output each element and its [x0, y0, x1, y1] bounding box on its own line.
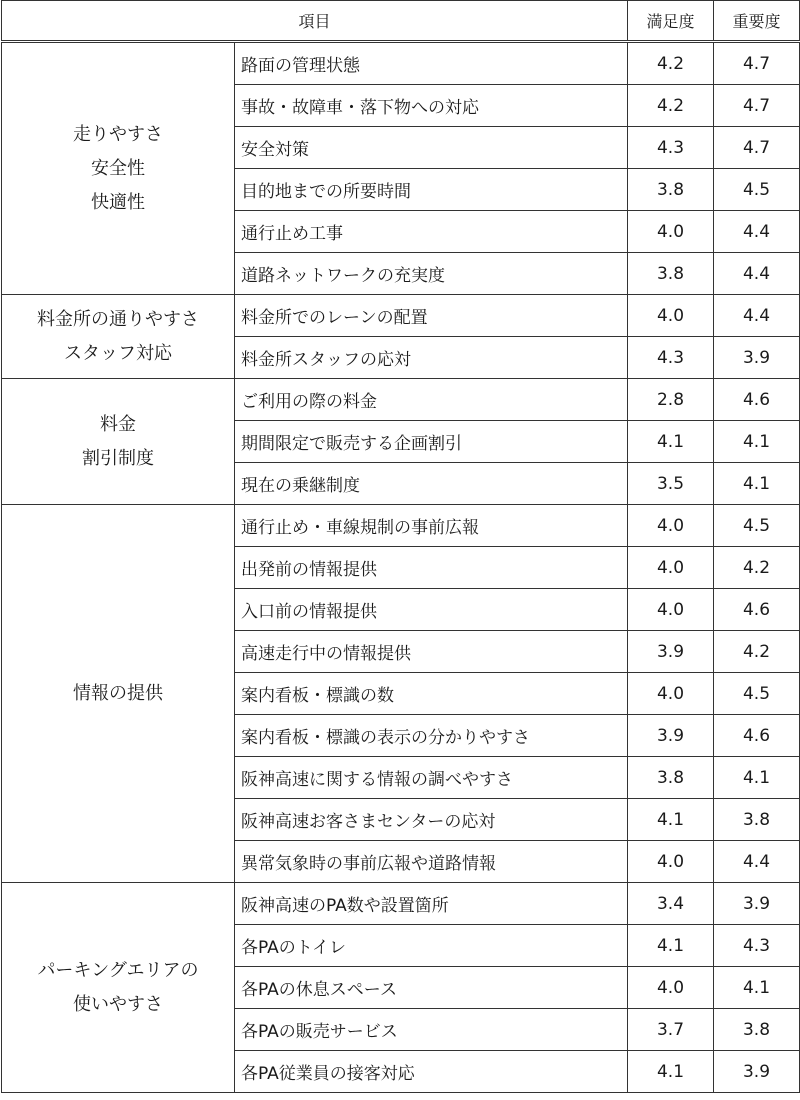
item-cell: 案内看板・標識の表示の分かりやすさ	[235, 715, 628, 757]
category-label-line: 料金	[100, 413, 136, 435]
category-cell	[2, 883, 235, 1093]
satisfaction-cell: 4.2	[628, 42, 714, 85]
satisfaction-cell: 4.0	[628, 589, 714, 631]
item-cell: 各PAのトイレ	[235, 925, 628, 967]
importance-cell: 4.4	[714, 841, 800, 883]
item-cell: 各PA従業員の接客対応	[235, 1051, 628, 1093]
importance-cell: 4.6	[714, 715, 800, 757]
satisfaction-cell: 4.0	[628, 505, 714, 547]
item-cell: 異常気象時の事前広報や道路情報	[235, 841, 628, 883]
item-cell: 阪神高速お客さまセンターの応対	[235, 799, 628, 841]
importance-cell: 4.5	[714, 673, 800, 715]
satisfaction-cell: 3.8	[628, 253, 714, 295]
importance-cell: 4.3	[714, 925, 800, 967]
table-row	[2, 295, 800, 337]
satisfaction-cell: 4.2	[628, 85, 714, 127]
importance-cell: 3.8	[714, 1009, 800, 1051]
importance-cell: 4.1	[714, 757, 800, 799]
satisfaction-cell: 4.0	[628, 967, 714, 1009]
item-cell: 料金所スタッフの応対	[235, 337, 628, 379]
importance-cell: 4.1	[714, 421, 800, 463]
table-row	[2, 379, 800, 421]
item-cell: 出発前の情報提供	[235, 547, 628, 589]
header-importance: 重要度	[714, 1, 800, 42]
importance-cell: 4.7	[714, 42, 800, 85]
satisfaction-cell: 3.4	[628, 883, 714, 925]
importance-cell: 3.9	[714, 337, 800, 379]
satisfaction-cell: 3.5	[628, 463, 714, 505]
importance-cell: 4.7	[714, 127, 800, 169]
item-cell: 事故・故障車・落下物への対応	[235, 85, 628, 127]
category-label-line: 情報の提供	[73, 682, 163, 704]
satisfaction-cell: 4.3	[628, 337, 714, 379]
item-cell: 路面の管理状態	[235, 42, 628, 85]
item-cell: 料金所でのレーンの配置	[235, 295, 628, 337]
survey-results-table	[1, 0, 800, 1093]
category-cell	[2, 42, 235, 295]
importance-cell: 4.5	[714, 505, 800, 547]
header-satisfaction: 満足度	[628, 1, 714, 42]
item-cell: 安全対策	[235, 127, 628, 169]
category-label-line: 割引制度	[82, 447, 154, 469]
category-label-line: 使いやすさ	[73, 993, 163, 1015]
item-cell: 通行止め工事	[235, 211, 628, 253]
importance-cell: 3.8	[714, 799, 800, 841]
item-cell: 期間限定で販売する企画割引	[235, 421, 628, 463]
category-label-line: 走りやすさ	[73, 123, 163, 145]
satisfaction-cell: 3.7	[628, 1009, 714, 1051]
satisfaction-cell: 4.0	[628, 673, 714, 715]
importance-cell: 4.1	[714, 463, 800, 505]
item-cell: 道路ネットワークの充実度	[235, 253, 628, 295]
satisfaction-cell: 4.1	[628, 421, 714, 463]
importance-cell: 3.9	[714, 883, 800, 925]
satisfaction-cell: 3.9	[628, 631, 714, 673]
importance-cell: 4.1	[714, 967, 800, 1009]
importance-cell: 4.2	[714, 547, 800, 589]
item-cell: 目的地までの所要時間	[235, 169, 628, 211]
item-cell: 通行止め・車線規制の事前広報	[235, 505, 628, 547]
header-row	[2, 1, 800, 42]
importance-cell: 4.2	[714, 631, 800, 673]
importance-cell: 4.4	[714, 295, 800, 337]
header-item: 項目	[2, 1, 628, 42]
category-label-line: 安全性	[91, 157, 145, 179]
item-cell: 阪神高速に関する情報の調べやすさ	[235, 757, 628, 799]
category-cell	[2, 505, 235, 883]
satisfaction-cell: 2.8	[628, 379, 714, 421]
satisfaction-cell: 3.9	[628, 715, 714, 757]
item-cell: ご利用の際の料金	[235, 379, 628, 421]
satisfaction-cell: 4.3	[628, 127, 714, 169]
category-label-line: 快適性	[91, 191, 145, 213]
item-cell: 入口前の情報提供	[235, 589, 628, 631]
importance-cell: 4.4	[714, 253, 800, 295]
importance-cell: 4.6	[714, 589, 800, 631]
satisfaction-cell: 4.0	[628, 295, 714, 337]
item-cell: 現在の乗継制度	[235, 463, 628, 505]
table-row	[2, 883, 800, 925]
satisfaction-cell: 4.0	[628, 841, 714, 883]
table-row	[2, 505, 800, 547]
satisfaction-cell: 3.8	[628, 757, 714, 799]
importance-cell: 3.9	[714, 1051, 800, 1093]
satisfaction-cell: 4.1	[628, 799, 714, 841]
importance-cell: 4.4	[714, 211, 800, 253]
category-label-line: スタッフ対応	[64, 342, 172, 364]
table-row	[2, 42, 800, 85]
category-cell	[2, 379, 235, 505]
category-label-line: 料金所の通りやすさ	[37, 308, 199, 330]
importance-cell: 4.6	[714, 379, 800, 421]
category-cell	[2, 295, 235, 379]
satisfaction-cell: 4.1	[628, 1051, 714, 1093]
importance-cell: 4.7	[714, 85, 800, 127]
category-label-line: パーキングエリアの	[37, 959, 199, 981]
item-cell: 各PAの休息スペース	[235, 967, 628, 1009]
item-cell: 各PAの販売サービス	[235, 1009, 628, 1051]
importance-cell: 4.5	[714, 169, 800, 211]
satisfaction-cell: 4.0	[628, 547, 714, 589]
item-cell: 阪神高速のPA数や設置箇所	[235, 883, 628, 925]
satisfaction-cell: 3.8	[628, 169, 714, 211]
item-cell: 高速走行中の情報提供	[235, 631, 628, 673]
satisfaction-cell: 4.1	[628, 925, 714, 967]
table-body	[2, 42, 800, 1093]
satisfaction-cell: 4.0	[628, 211, 714, 253]
item-cell: 案内看板・標識の数	[235, 673, 628, 715]
